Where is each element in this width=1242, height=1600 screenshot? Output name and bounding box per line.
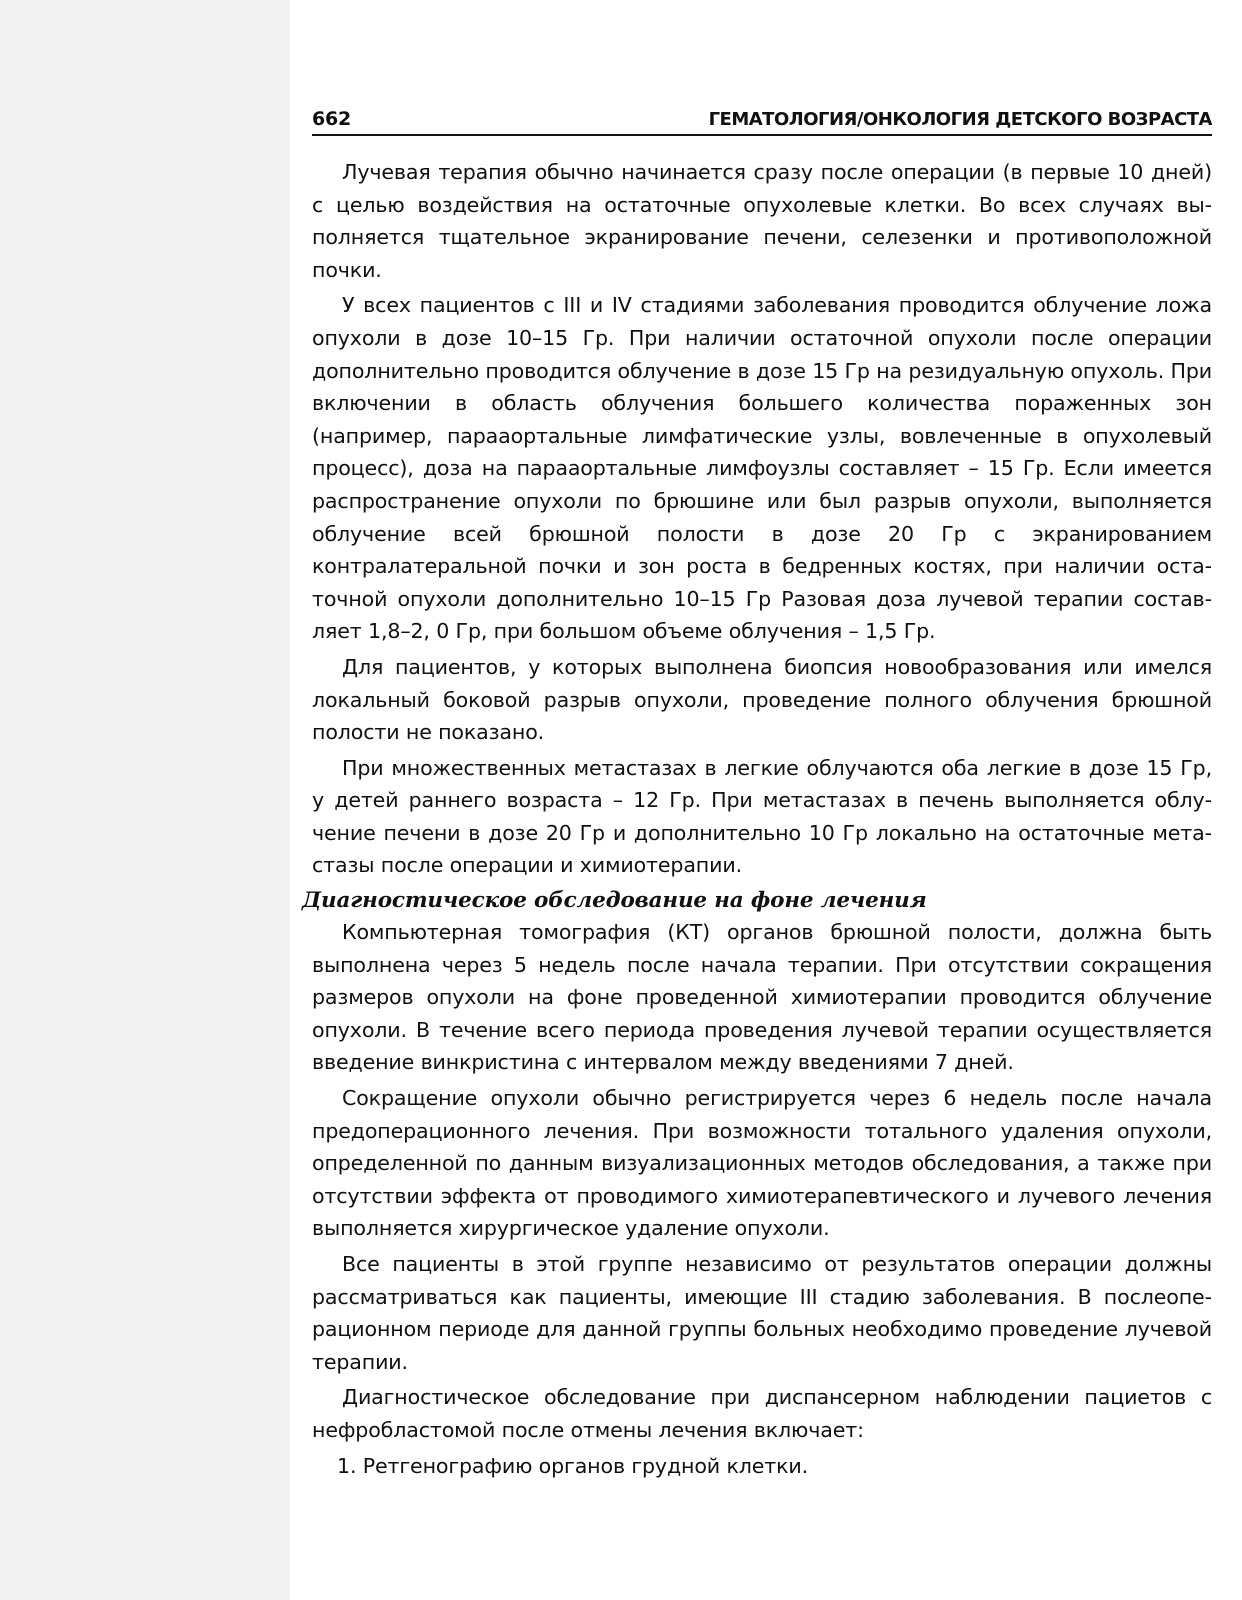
- paragraph: Компьютерная томография (КТ) органов брюшной полости, должна быть выполнена через 5 недель после начала терапии. При отсутствии сокращения размеров опухоли на фоне проведенной химиотерапии проводится облучение опухоли. В течение всего периода проведения лучевой терапии осуществляется введение винкристина с интервалом между введениями 7 дней.: [312, 920, 1212, 1075]
- page-body: [302, 156, 1212, 1482]
- list-item: 1. Ретгенографию органов грудной клетки.: [337, 1453, 809, 1478]
- paragraph: Сокращение опухоли обычно регистрируется через 6 недель после начала предоперационного лечения. При возможности тотального удаления опухоли, определенной по данным визуализационных методов обследования, а также при отсутствии эффекта от проводимого химиотерапевтического и лучевого лечения выполняется хирургическое удаление опухоли.: [312, 1086, 1212, 1241]
- running-header: [312, 108, 1212, 136]
- scan-margin-shade: [0, 0, 290, 1600]
- paragraph: При множественных метастазах в легкие облучаются оба легкие в дозе 15 Гр, у детей раннего возраста – 12 Гр. При метастазах в печень выполняется облучение печени в дозе 20 Гр и дополнительно 10 Гр локально на остаточные метастазы после операции и химиотерапии.: [312, 755, 1212, 878]
- section-heading: Диагностическое обследование на фоне лечения: [302, 888, 927, 914]
- paragraph: Для пациентов, у которых выполнена биопсия новообразования или имелся локальный боковой разрыв опухоли, проведение полного облучения брюшной полости не показано.: [312, 654, 1212, 745]
- book-page: [302, 108, 1212, 1482]
- paragraph: У всех пациентов с III и IV стадиями заболевания проводится облучение ложа опухоли в дозе 10–15 Гр. При наличии остаточной опухоли после операции дополнительно проводится облучение в дозе 15 Гр на резидуальную опухоль. При включении в область облучения большего количества пораженных зон (например, парааортальные лимфатические узлы, вовлеченные в опухолевый процесс), доза на парааортальные лимфоузлы составляет – 15 Гр. Если имеется распространение опухоли по брюшине или был разрыв опухоли, выполняется облучение всей брюшной полости в дозе 20 Гр с экранированием контралатеральной почки и зон роста в бедренных костях, при наличии остаточной опухоли дополнительно 10–15 Гр Разовая доза лучевой терапии составляет 1,8–2, 0 Гр, при большом объеме облучения – 1,5 Гр.: [312, 293, 1212, 644]
- page-number: 662: [312, 108, 352, 130]
- numbered-list: [312, 1450, 1212, 1483]
- running-title: ГЕМАТОЛОГИЯ/ОНКОЛОГИЯ ДЕТСКОГО ВОЗРАСТА: [708, 109, 1212, 130]
- paragraph: Диагностическое обследование при диспансерном наблюдении пациетов с нефробластомой после отмены лечения включает:: [312, 1385, 1212, 1442]
- paragraph: Все пациенты в этой группе независимо от результатов операции должны рассматриваться как пациенты, имеющие III стадию заболевания. В послеоперационном периоде для данной группы больных необходимо проведение лучевой терапии.: [312, 1252, 1212, 1374]
- paragraph: Лучевая терапия обычно начинается сразу после операции (в первые 10 дней) с целью воздействия на остаточные опухолевые клетки. Во всех случаях выполняется тщательное экранирование печени, селезенки и противоположной почки.: [312, 160, 1212, 282]
